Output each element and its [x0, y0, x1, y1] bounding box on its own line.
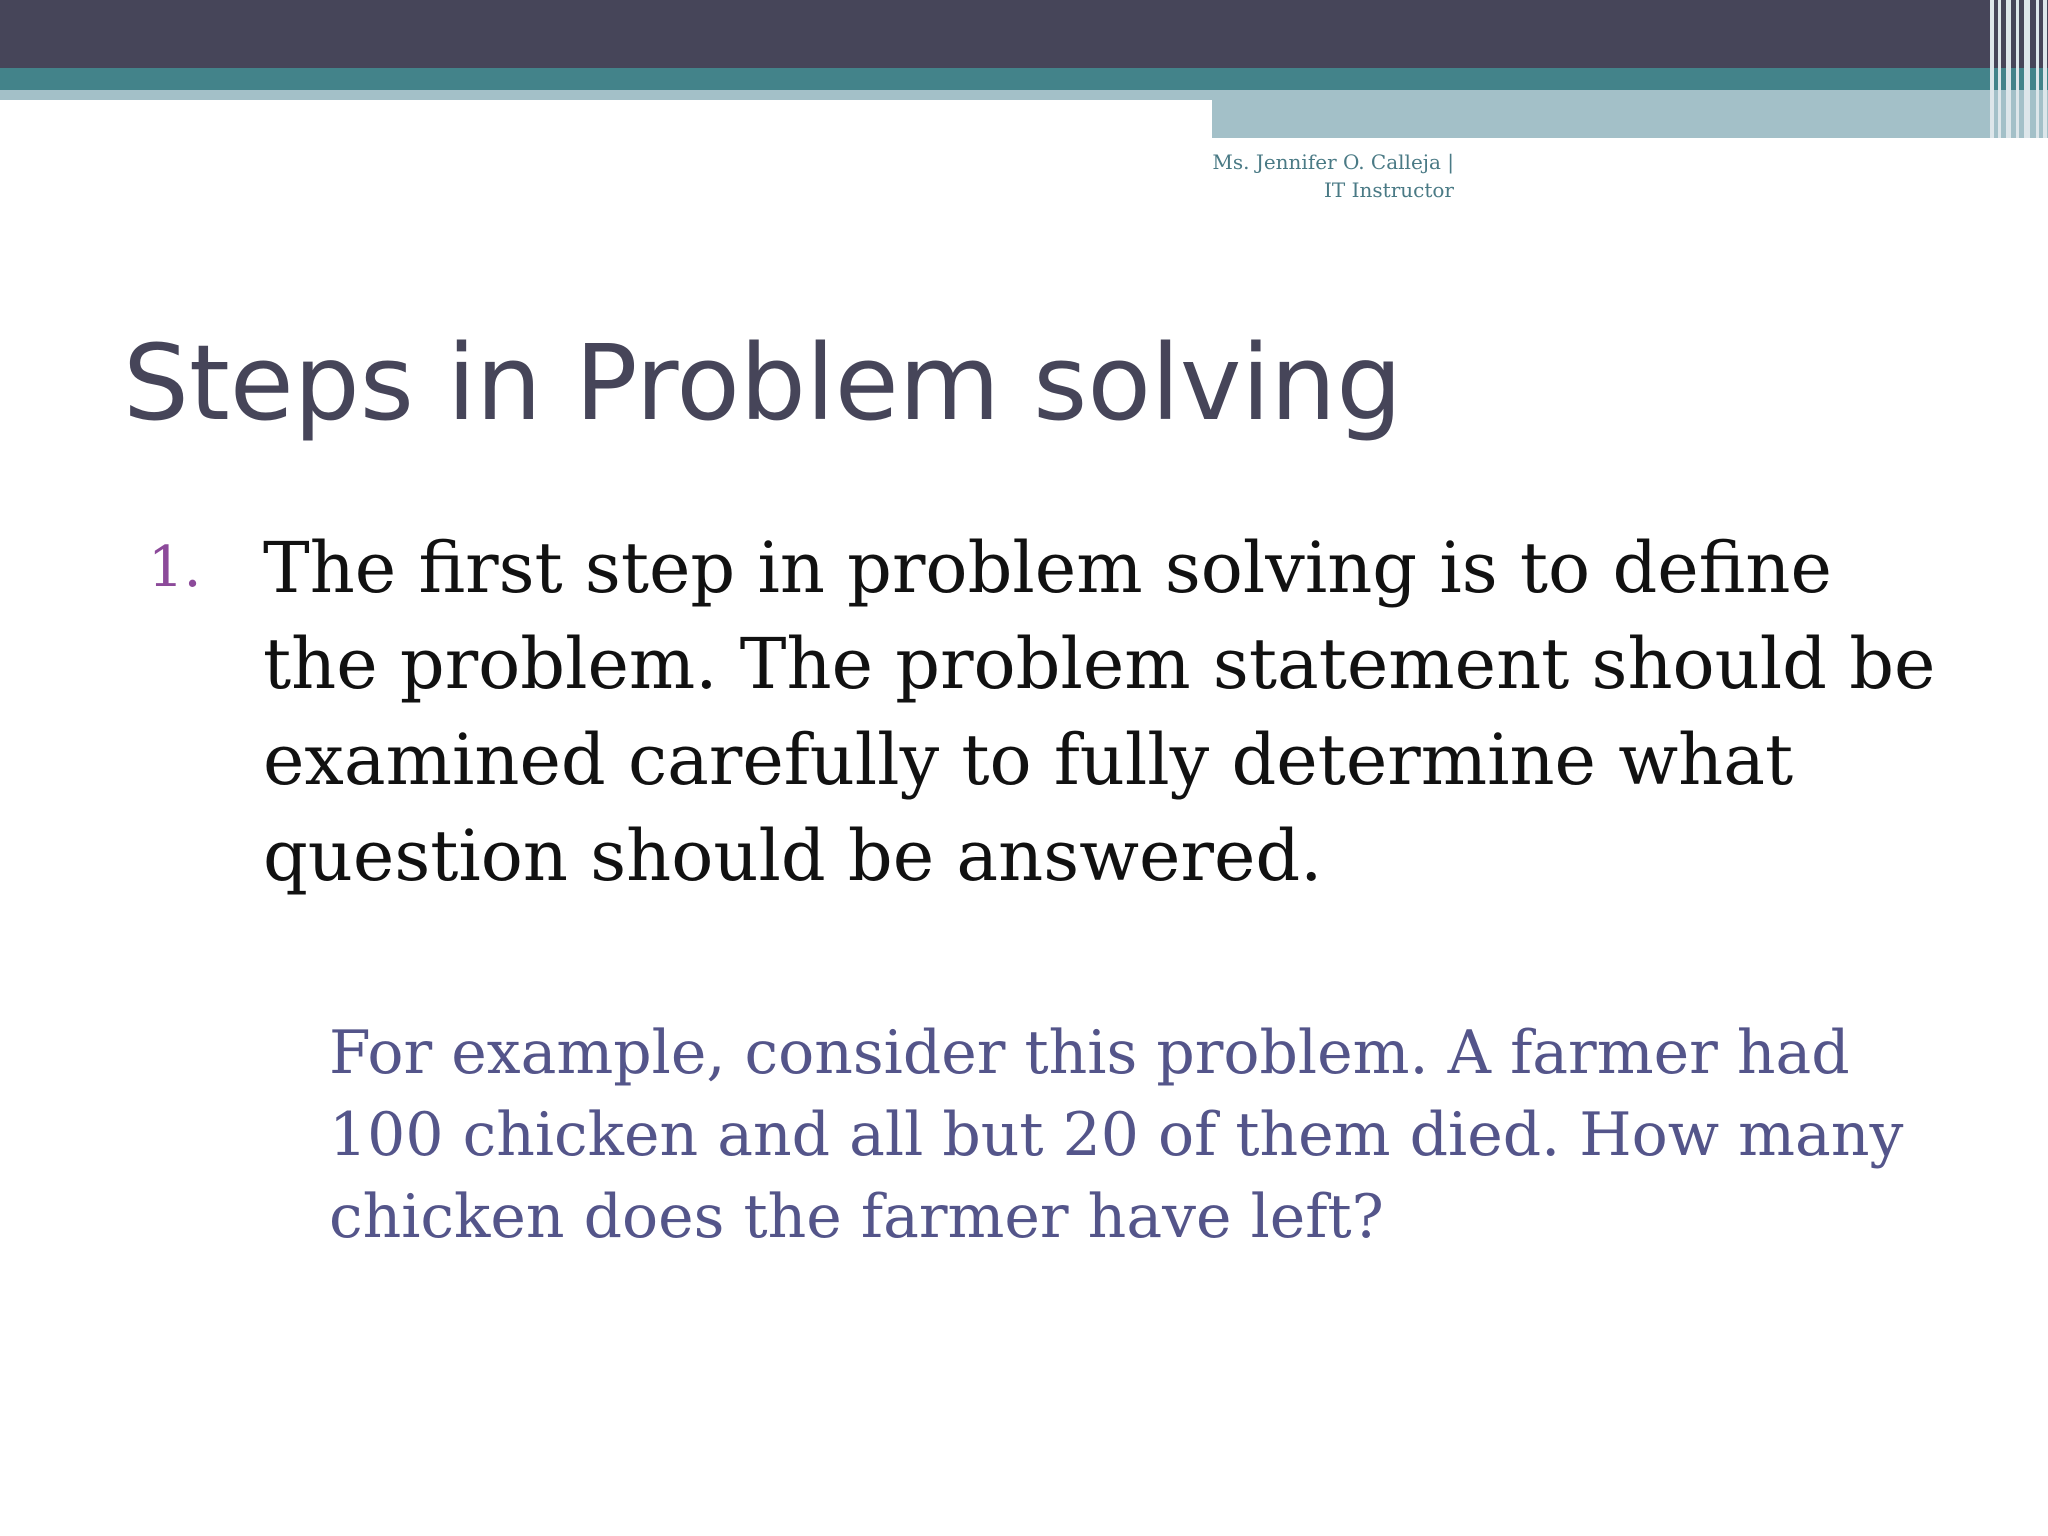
step-text-line: question should be answered. [263, 815, 1323, 897]
step-text-line: examined carefully to fully determine what [263, 719, 1794, 801]
author-name: Ms. Jennifer O. Calleja | [1212, 150, 1454, 174]
header-band-light-right [1212, 90, 2048, 138]
header-decorative-stripes [1988, 0, 2048, 138]
example-line: For example, consider this problem. A farmer had [329, 1018, 1850, 1088]
example-paragraph [329, 1012, 2029, 1258]
example-line: 100 chicken and all but 20 of them died. How many [329, 1100, 1904, 1170]
step-number: 1. [148, 535, 202, 600]
author-role: IT Instructor [1324, 178, 1454, 202]
header-band-light-left [0, 90, 1212, 100]
example-line: chicken does the farmer have left? [329, 1182, 1384, 1252]
step-text-line: The first step in problem solving is to define [263, 527, 1832, 609]
slide-title: Steps in Problem solving [123, 322, 1403, 444]
step-text [263, 520, 2023, 904]
header-band-teal [0, 68, 2048, 90]
author-credit [1054, 148, 1454, 204]
header-band-dark [0, 0, 2048, 68]
step-text-line: the problem. The problem statement should be [263, 623, 1936, 705]
